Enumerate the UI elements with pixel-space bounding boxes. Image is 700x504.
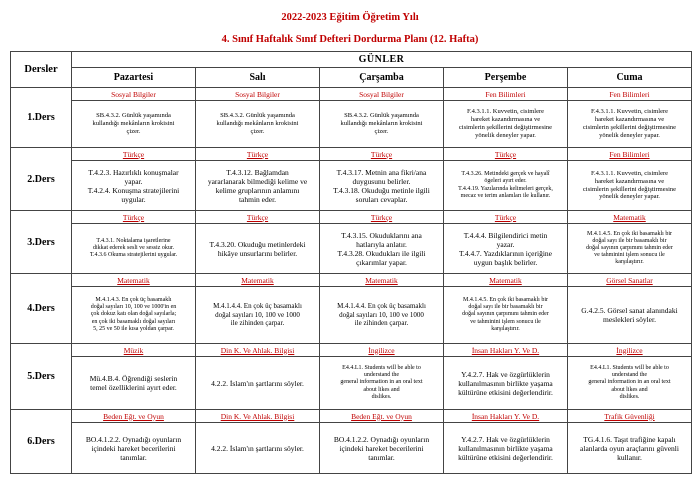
- row-label-3: 3.Ders: [11, 211, 72, 274]
- objective-cell: [320, 357, 444, 410]
- subject-cell: Türkçe: [444, 148, 568, 161]
- day-header-friday: Cuma: [568, 68, 692, 88]
- objective-text: F.4.3.1.1. Kuvvetin, cisimlere hareket kazandırmasına ve cisimlerin şekillerini değiştirmesine yönelik deneyler yapar.: [582, 169, 677, 201]
- objective-text: T.4.3.20. Okuduğu metinlerdeki hikâye unsurlarını belirler.: [209, 239, 306, 258]
- objective-cell: [320, 101, 444, 148]
- objective-cell: [196, 224, 320, 274]
- objective-text: M.4.1.4.4. En çok üç basamaklı doğal sayıları 10, 100 ve 1000 ile zihinden çarpar.: [337, 302, 426, 328]
- objective-text: SB.4.3.2. Günlük yaşamında kullandığı mekânların krokisini çizer.: [216, 112, 299, 135]
- objective-text: SB.4.3.2. Günlük yaşamında kullandığı mekânların krokisini çizer.: [92, 112, 175, 135]
- objective-text: M.4.1.4.5. En çok iki basamaklı bir doğal sayı ile bir basamaklı bir doğal sayının çarpımını tahmin eder ve tahminini işlem sonucu ile karşılaştırır.: [462, 297, 549, 332]
- subject-cell: Türkçe: [72, 148, 196, 161]
- subject-cell: Fen Bilimleri: [568, 88, 692, 101]
- subject-cell: İngilizce: [568, 344, 692, 357]
- subject-cell: Görsel Sanatlar: [568, 274, 692, 287]
- objective-cell: [72, 224, 196, 274]
- objective-cell: [72, 357, 196, 410]
- objective-text: T.4.3.1. Noktalama işaretlerine dikkat ederek sesli ve sessiz okur. T.4.3.6 Okuma stratejilerini uygular.: [89, 237, 178, 259]
- objective-cell: [196, 287, 320, 344]
- objective-cell: [320, 423, 444, 474]
- objective-text: 4.2.2. İslam'ın şartlarını söyler.: [211, 378, 304, 388]
- subject-cell: Türkçe: [320, 211, 444, 224]
- objective-text: G.4.2.5. Görsel sanat alanındaki meslekleri söyler.: [581, 306, 678, 324]
- day-header-monday: Pazartesi: [72, 68, 196, 88]
- objective-cell: [568, 357, 692, 410]
- objective-cell: [72, 161, 196, 211]
- objective-cell: [72, 101, 196, 148]
- row-label-4: 4.Ders: [11, 274, 72, 344]
- day-header-wednesday: Çarşamba: [320, 68, 444, 88]
- subject-cell: Fen Bilimleri: [444, 88, 568, 101]
- objective-text: M.4.1.4.4. En çok üç basamaklı doğal sayıları 10, 100 ve 1000 ile zihinden çarpar.: [213, 302, 302, 328]
- objective-text: TG.4.1.6. Taşıt trafiğine kapalı alanlarda oyun araçlarını güvenli kullanır.: [580, 434, 679, 462]
- objective-cell: [568, 101, 692, 148]
- subject-cell: Din K. Ve Ahlak. Bilgisi: [196, 410, 320, 423]
- objective-cell: [196, 101, 320, 148]
- objective-cell: [444, 287, 568, 344]
- objective-cell: [320, 161, 444, 211]
- objective-text: F.4.3.1.1. Kuvvetin, cisimlere hareket kazandırmasına ve cisimlerin şekillerini değiştirmesine yönelik deneyler yapar.: [458, 108, 553, 139]
- subject-cell: Türkçe: [196, 148, 320, 161]
- objective-text: 4.2.2. İslam'ın şartlarını söyler.: [211, 443, 304, 453]
- objective-text: Mü.4.B.4. Öğrendiği seslerin temel özelliklerini ayırt eder.: [89, 374, 178, 392]
- objective-text: E4.4.L1. Students will be able to understand the general information in an oral text about likes and dislikes.: [340, 365, 423, 400]
- plan-title: 4. Sınıf Haftalık Sınıf Defteri Dordurma Planı (12. Hafta): [221, 34, 479, 45]
- subject-cell: Matematik: [568, 211, 692, 224]
- row-label-6: 6.Ders: [11, 410, 72, 474]
- day-header-tuesday: Salı: [196, 68, 320, 88]
- objective-cell: [444, 101, 568, 148]
- subject-cell: Din K. Ve Ahlak. Bilgisi: [196, 344, 320, 357]
- subject-cell: Matematik: [72, 274, 196, 287]
- row-label-5: 5.Ders: [11, 344, 72, 410]
- objective-cell: [444, 224, 568, 274]
- objective-cell: [196, 357, 320, 410]
- objective-cell: [196, 161, 320, 211]
- subject-cell: Beden Eğt. ve Oyun: [72, 410, 196, 423]
- subject-cell: Matematik: [320, 274, 444, 287]
- weekly-plan-table: [10, 51, 692, 474]
- objective-cell: [568, 423, 692, 474]
- objective-cell: [196, 423, 320, 474]
- subject-cell: Sosyal Bilgiler: [72, 88, 196, 101]
- subject-cell: Türkçe: [72, 211, 196, 224]
- objective-text: T.4.3.26. Metindeki gerçek ve hayalî ögeleri ayırt eder. T.4.4.19. Yazılarında kelimeleri gerçek, mecaz ve terim anlamları ile kullanır.: [458, 171, 553, 199]
- objective-text: T.4.4.4. Bilgilendirici metin yazar. T.4.4.7. Yazdıklarının içeriğine uygun başlık belirler.: [459, 230, 552, 267]
- academic-year-title: 2022-2023 Eğitim Öğretim Yılı: [281, 12, 419, 23]
- gunler-header: GÜNLER: [72, 52, 692, 68]
- subject-cell: Müzik: [72, 344, 196, 357]
- objective-cell: [444, 423, 568, 474]
- objective-text: SB.4.3.2. Günlük yaşamında kullandığı mekânların krokisini çizer.: [340, 112, 423, 135]
- objective-cell: [444, 357, 568, 410]
- objective-text: T.4.2.3. Hazırlıklı konuşmalar yapar. T.4.2.4. Konuşma stratejilerini uygular.: [87, 167, 180, 204]
- row-label-1: 1.Ders: [11, 88, 72, 148]
- dersler-header: Dersler: [11, 52, 72, 88]
- objective-text: T.4.3.15. Okuduklarını ana hatlarıyla anlatır. T.4.3.28. Okudukları ile ilgili çıkarımlar yapar.: [337, 230, 426, 267]
- objective-text: T.4.3.12. Bağlamdan yararlanarak bilmediği kelime ve kelime gruplarının anlamını tahmin eder.: [207, 167, 308, 204]
- objective-cell: [72, 423, 196, 474]
- subject-cell: İnsan Hakları Y. Ve D.: [444, 410, 568, 423]
- subject-cell: Türkçe: [320, 148, 444, 161]
- subject-cell: Sosyal Bilgiler: [196, 88, 320, 101]
- subject-cell: İngilizce: [320, 344, 444, 357]
- objective-cell: [568, 161, 692, 211]
- objective-text: Y.4.2.7. Hak ve özgürlüklerin kullanılmasının birlikte yaşama kültürüne etkisini değerlendirir.: [458, 369, 553, 397]
- objective-cell: [444, 161, 568, 211]
- objective-text: BO.4.1.2.2. Oynadığı oyunların içindeki hareket becerilerini tanımlar.: [85, 434, 182, 462]
- objective-text: T.4.3.17. Metnin ana fikri/ana duygusunu belirler. T.4.3.18. Okuduğu metinle ilgili soruları cevaplar.: [333, 167, 430, 204]
- subject-cell: Türkçe: [196, 211, 320, 224]
- objective-cell: [320, 287, 444, 344]
- day-header-thursday: Perşembe: [444, 68, 568, 88]
- subject-cell: Matematik: [196, 274, 320, 287]
- objective-text: M.4.1.4.5. En çok iki basamaklı bir doğal sayı ile bir basamaklı bir doğal sayının çarpımını tahmin eder ve tahminini işlem sonucu ile karşılaştırır.: [586, 230, 673, 266]
- subject-cell: Matematik: [444, 274, 568, 287]
- row-label-2: 2.Ders: [11, 148, 72, 211]
- objective-text: M.4.1.4.3. En çok üç basamaklı doğal sayıları 10, 100 ve 1000'in en çok dokuz katı olan doğal sayılarla; en çok iki basamaklı doğal sayıları 5, 25 ve 50 ile kısa yoldan çarpar.: [90, 297, 177, 332]
- objective-text: F.4.3.1.1. Kuvvetin, cisimlere hareket kazandırmasına ve cisimlerin şekillerini değiştirmesine yönelik deneyler yapar.: [582, 108, 677, 139]
- objective-cell: [568, 287, 692, 344]
- subject-cell: Türkçe: [444, 211, 568, 224]
- objective-cell: [320, 224, 444, 274]
- subject-cell: Sosyal Bilgiler: [320, 88, 444, 101]
- subject-cell: Beden Eğt. ve Oyun: [320, 410, 444, 423]
- objective-cell: [568, 224, 692, 274]
- objective-text: Y.4.2.7. Hak ve özgürlüklerin kullanılmasının birlikte yaşama kültürüne etkisini değerlendirir.: [458, 434, 553, 462]
- subject-cell: İnsan Hakları Y. Ve D.: [444, 344, 568, 357]
- objective-text: E4.4.L1. Students will be able to understand the general information in an oral text about likes and dislikes.: [588, 365, 671, 400]
- objective-text: BO.4.1.2.2. Oynadığı oyunların içindeki hareket becerilerini tanımlar.: [333, 434, 430, 462]
- objective-cell: [72, 287, 196, 344]
- subject-cell: Fen Bilimleri: [568, 148, 692, 161]
- subject-cell: Trafik Güvenliği: [568, 410, 692, 423]
